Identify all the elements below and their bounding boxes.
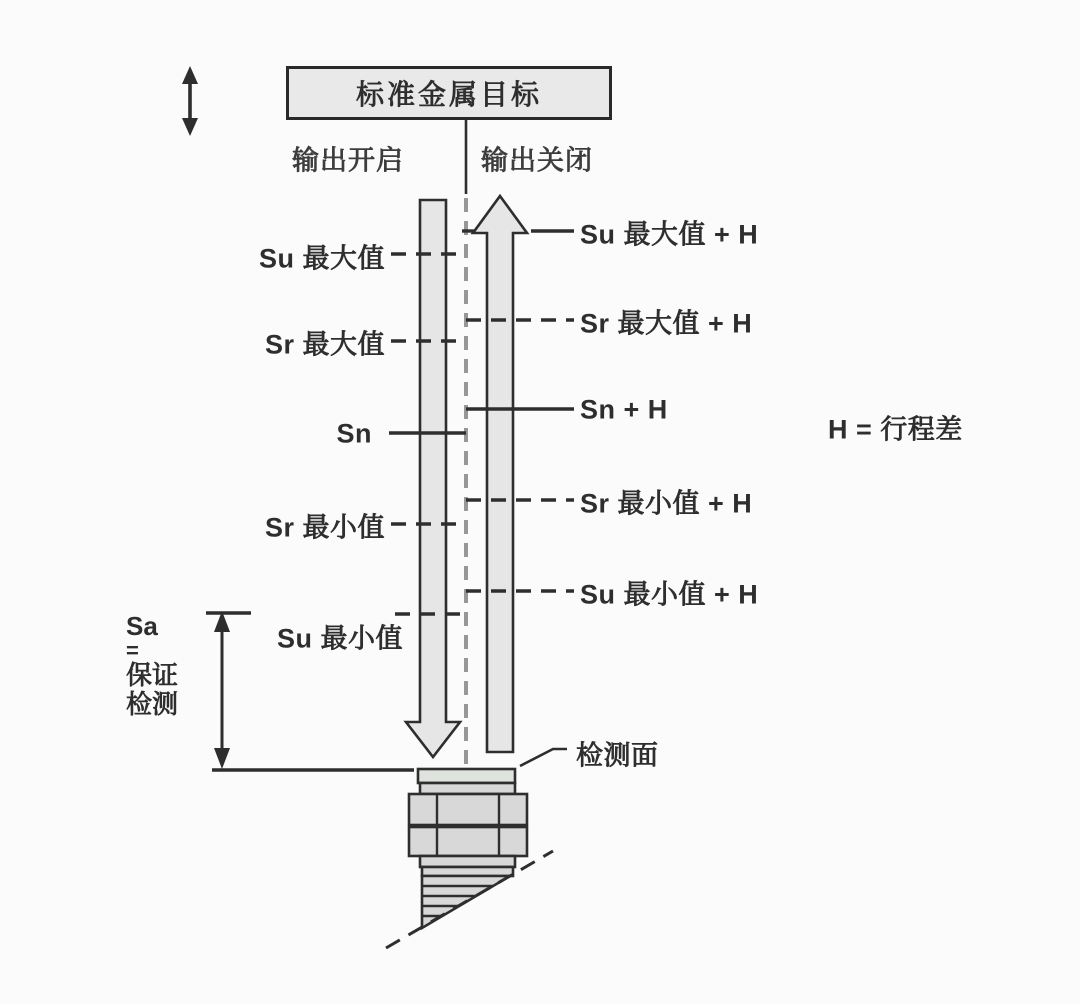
left-level-label-sr-max: Sr 最大值	[264, 329, 385, 360]
output-off-up-arrow	[473, 196, 527, 752]
right-level-label-sr-min-h: Sr 最小值 + H	[580, 488, 753, 519]
hysteresis-note: H = 行程差	[828, 414, 963, 445]
left-level-label-sn: Sn	[336, 418, 372, 449]
right-level-label-sn-h: Sn + H	[580, 394, 668, 425]
sensor-body	[386, 769, 553, 948]
sa-word-detection: 检测	[126, 689, 179, 720]
left-level-label-su-min: Su 最小值	[276, 623, 403, 654]
target-movement-icon	[182, 66, 198, 136]
detection-face-label: 检测面	[576, 740, 659, 771]
output-off-header: 输出关闭	[481, 145, 593, 176]
detection-face-leader	[520, 749, 567, 766]
right-level-label-su-min-h: Su 最小值 + H	[580, 579, 759, 610]
output-on-down-arrow	[406, 200, 460, 757]
sa-symbol: Sa	[126, 611, 158, 641]
left-level-label-su-max: Su 最大值	[258, 243, 385, 274]
sensor-nut-2	[409, 827, 527, 856]
output-on-header: 输出开启	[292, 145, 404, 176]
right-level-label-su-max-h: Su 最大值 + H	[580, 219, 759, 250]
sa-label-block	[126, 612, 178, 720]
sensor-nut-1	[409, 794, 527, 825]
left-level-label-sr-min: Sr 最小值	[264, 512, 385, 543]
sa-equals-sign: =	[126, 637, 139, 663]
standard-target-label: 标准金属目标	[355, 79, 542, 110]
right-level-lines	[462, 231, 574, 591]
sa-word-guarantee: 保证	[126, 659, 179, 690]
standard-target-box	[286, 66, 612, 120]
right-level-label-sr-max-h: Sr 最大值 + H	[580, 308, 753, 339]
